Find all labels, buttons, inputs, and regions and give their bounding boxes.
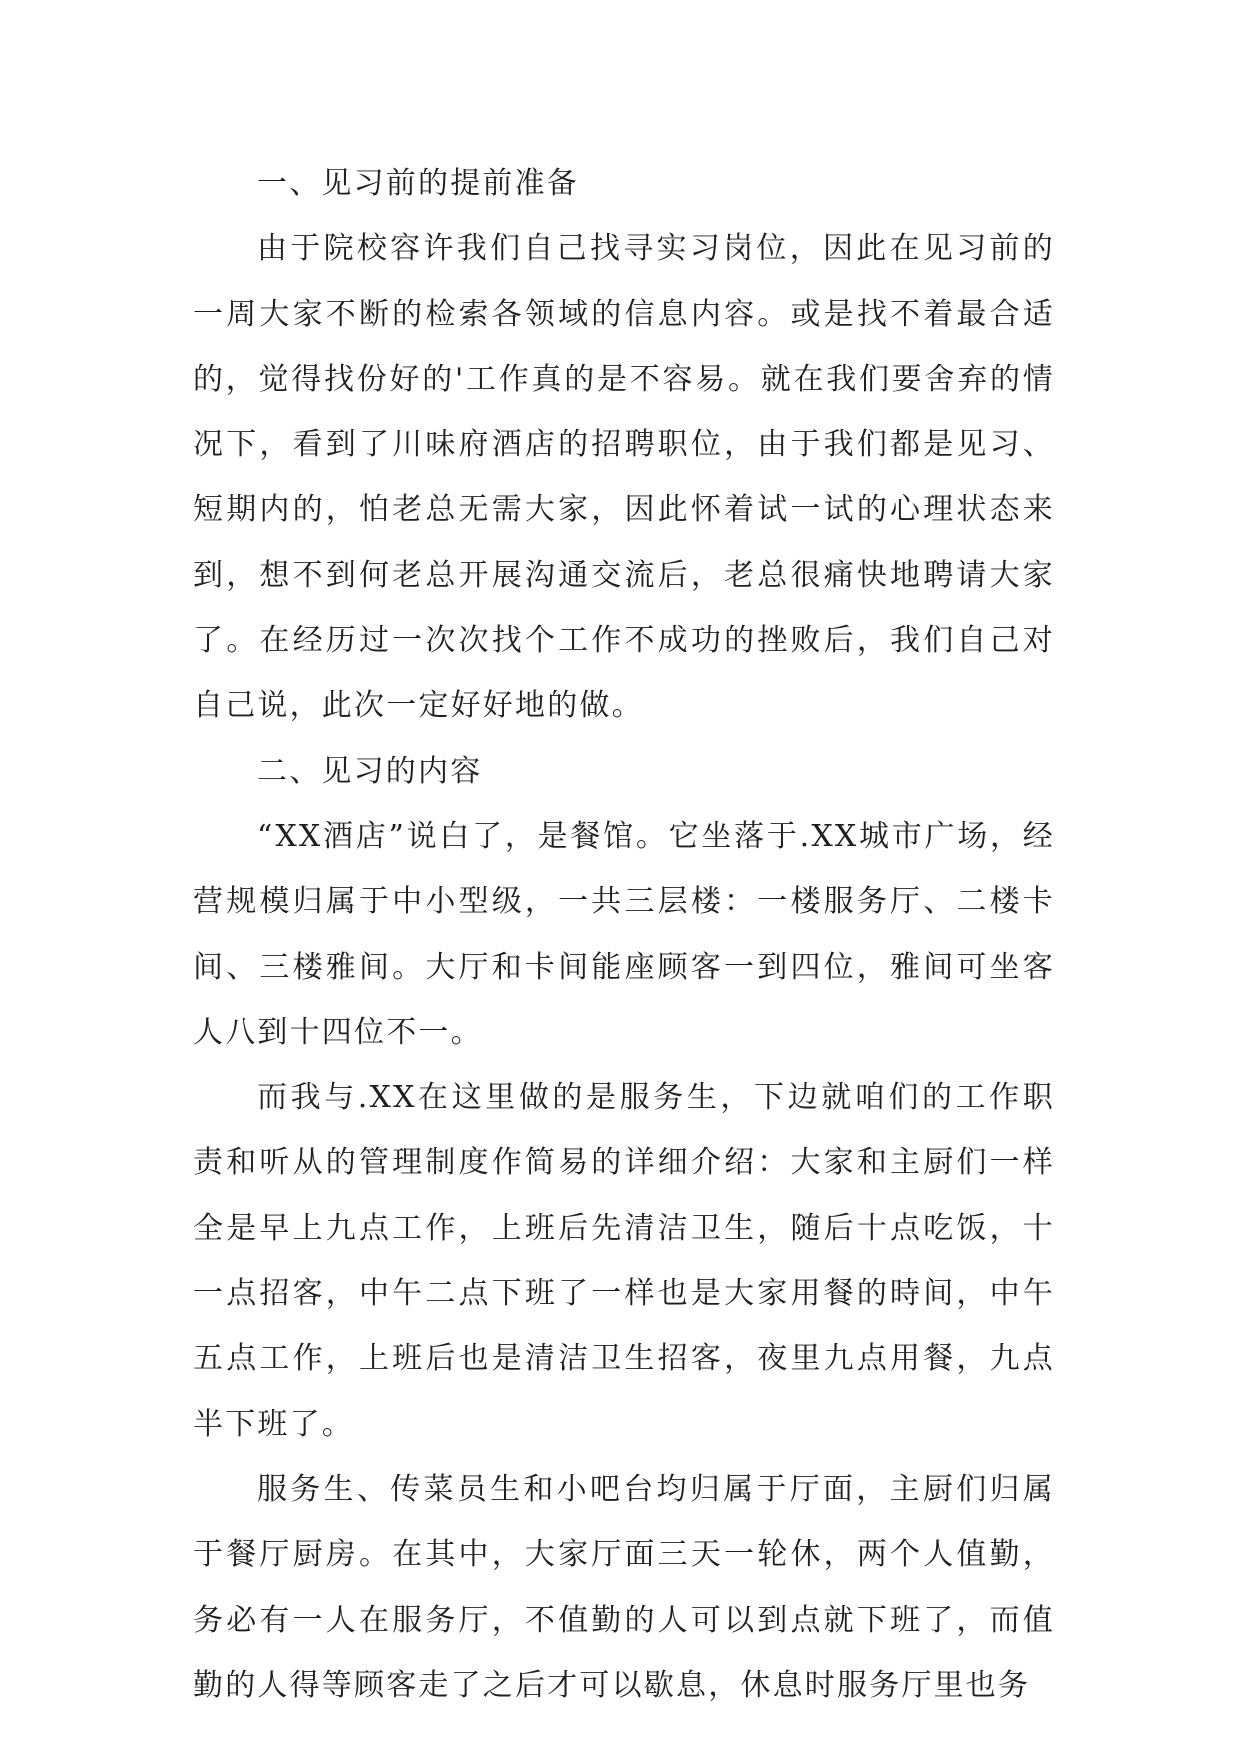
paragraph-staff-duties: 服务生、传菜员生和小吧台均归属于厅面，主厨们归属于餐厅厨房。在其中，大家厅面三天一轮休，两个人值勤，务必有一人在服务厅，不值勤的人可以到点就下班了，而值勤的人得等顾客走了之后才可以歇息，休息时服务厅里也务 — [193, 1471, 1055, 1703]
document-page — [193, 151, 1055, 1718]
paragraph-work-schedule: 而我与.XX在这里做的是服务生，下边就咱们的工作职责和听从的管理制度作简易的详细介绍：大家和主厨们一样全是早上九点工作，上班后先清洁卫生，随后十点吃饭，十一点招客，中午二点下班了一样也是大家用餐的時间，中午五点工作，上班后也是清洁卫生招客，夜里九点用餐，九点半下班了。 — [193, 1080, 1055, 1442]
paragraph-restaurant-intro: “XX酒店”说白了，是餐馆。它坐落于.XX城市广场，经营规模归属于中小型级，一共三层楼：一楼服务厅、二楼卡间、三楼雅间。大厅和卡间能座顾客一到四位，雅间可坐客人八到十四位不一。 — [193, 818, 1055, 1050]
section-heading-preparation: 一、见习前的提前准备 — [257, 166, 579, 201]
paragraph-job-search: 由于院校容许我们自己找寻实习岗位，因此在见习前的一周大家不断的检索各领域的信息内容。或是找不着最合适的，觉得找份好的'工作真的是不容易。就在我们要舍弃的情况下，看到了川味府酒店的招聘职位，由于我们都是见习、短期内的，怕老总无需大家，因此怀着试一试的心理状态来到，想不到何老总开展沟通交流后，老总很痛快地聘请大家了。在经历过一次次找个工作不成功的挫败后，我们自己对自己说，此次一定好好地的做。 — [193, 231, 1055, 724]
section-heading-content: 二、见习的内容 — [257, 753, 483, 789]
